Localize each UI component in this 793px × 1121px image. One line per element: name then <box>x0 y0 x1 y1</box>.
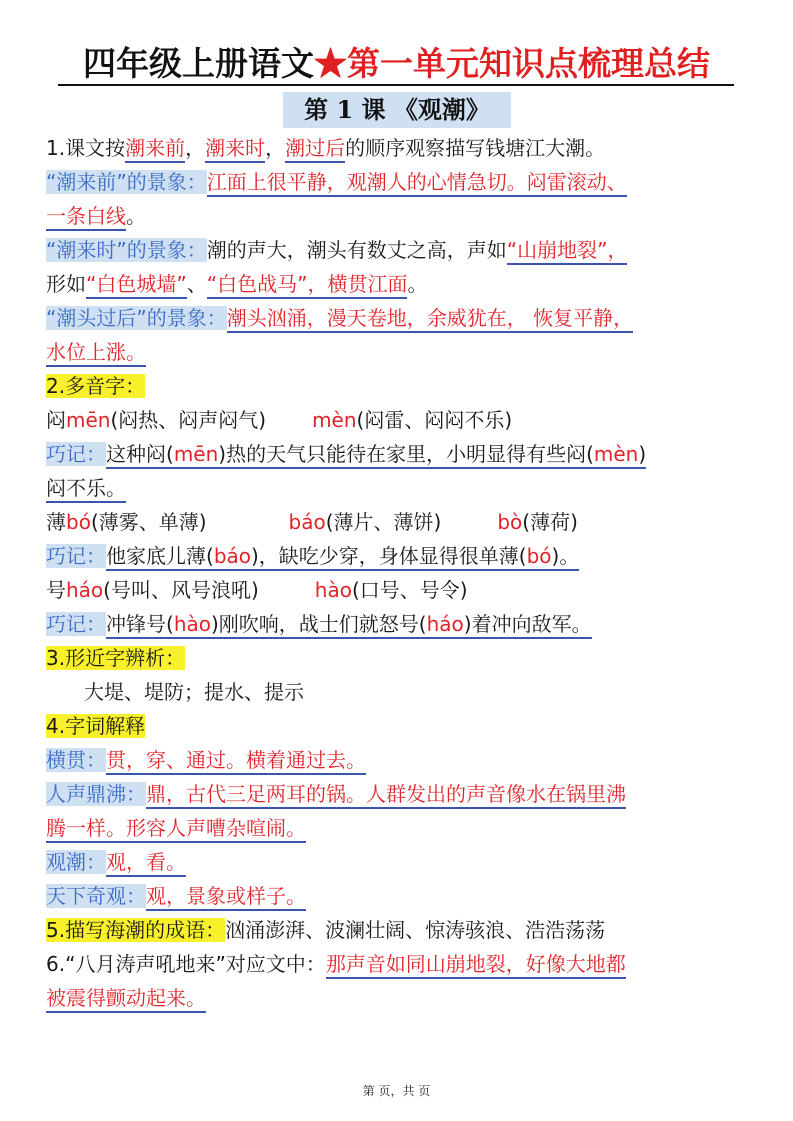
title-unit: 第一单元知识点梳理总结 <box>347 44 710 83</box>
during-tide-line2: 形如“白色城墙”、“白色战马”，横贯江面。 <box>46 268 427 300</box>
definition-renshengdingfei-line1: 人声鼎沸：鼎，古代三足两耳的锅。人群发出的声音像水在锅里沸 <box>46 778 626 810</box>
lesson-heading: 第 1 课 《观潮》 <box>283 92 511 128</box>
section-2-heading: 2.多音字： <box>46 374 146 398</box>
title-underline <box>58 84 734 86</box>
after-tide-line1: “潮头过后”的景象：潮头汹涌，漫天卷地，余威犹在， 恢复平静， <box>46 302 633 334</box>
polyphone-hao: 号háo(号叫、风号浪吼) hào(口号、号令) <box>46 578 468 602</box>
mnemonic-men-line1: 巧记：这种闷(mēn)热的天气只能待在家里，小明显得有些闷(mèn) <box>46 438 646 470</box>
section-4-heading: 4.字词解释 <box>46 714 146 738</box>
mnemonic-bao: 巧记：他家底儿薄(báo)，缺吃少穿，身体显得很单薄(bó)。 <box>46 540 579 572</box>
definition-renshengdingfei-line2: 腾一样。形容人声嘈杂喧闹。 <box>46 812 306 844</box>
section-1-order: 1.课文按潮来前，潮来时，潮过后的顺序观察描写钱塘江大潮。 <box>46 132 605 164</box>
before-tide-line1: “潮来前”的景象：江面上很平静，观潮人的心情急切。闷雷滚动、 <box>46 166 627 198</box>
similar-characters: 大堤、堤防；提水、提示 <box>84 680 304 704</box>
polyphone-men: 闷mēn(闷热、闷声闷气) mèn(闷雷、闷闷不乐) <box>46 408 513 432</box>
mnemonic-hao: 巧记：冲锋号(hào)刚吹响，战士们就怒号(háo)着冲向敌军。 <box>46 608 592 640</box>
title-grade: 四年级上册语文 <box>83 44 314 83</box>
star-icon: ★ <box>314 44 347 83</box>
page-footer: 第 页，共 页 <box>362 1084 431 1098</box>
definition-tianxiaqiguan: 天下奇观：观，景象或样子。 <box>46 880 306 912</box>
section-3-heading: 3.形近字辨析： <box>46 646 186 670</box>
before-tide-line2: 一条白线。 <box>46 200 146 232</box>
section-5-idioms: 5.描写海潮的成语：汹涌澎湃、波澜壮阔、惊涛骇浪、浩浩荡荡 <box>46 918 606 942</box>
polyphone-bao: 薄bó(薄雾、单薄) báo(薄片、薄饼) bò(薄荷) <box>46 510 578 534</box>
section-6-line1: 6.“八月涛声吼地来”对应文中：那声音如同山崩地裂，好像大地都 <box>46 948 626 980</box>
definition-guanchao: 观潮：观，看。 <box>46 846 186 878</box>
definition-henguan: 横贯：贯，穿、通过。横着通过去。 <box>46 744 366 776</box>
during-tide-label: “潮来时”的景象： <box>46 238 207 262</box>
section-6-line2: 被震得颤动起来。 <box>46 982 206 1014</box>
after-tide-line2: 水位上涨。 <box>46 336 146 368</box>
page-title <box>0 40 793 88</box>
after-tide-label: “潮头过后”的景象： <box>46 306 227 330</box>
during-tide-line1: “潮来时”的景象：潮的声大，潮头有数丈之高，声如“山崩地裂”， <box>46 234 627 266</box>
before-tide-label: “潮来前”的景象： <box>46 170 207 194</box>
mnemonic-men-line2: 闷不乐。 <box>46 472 126 504</box>
